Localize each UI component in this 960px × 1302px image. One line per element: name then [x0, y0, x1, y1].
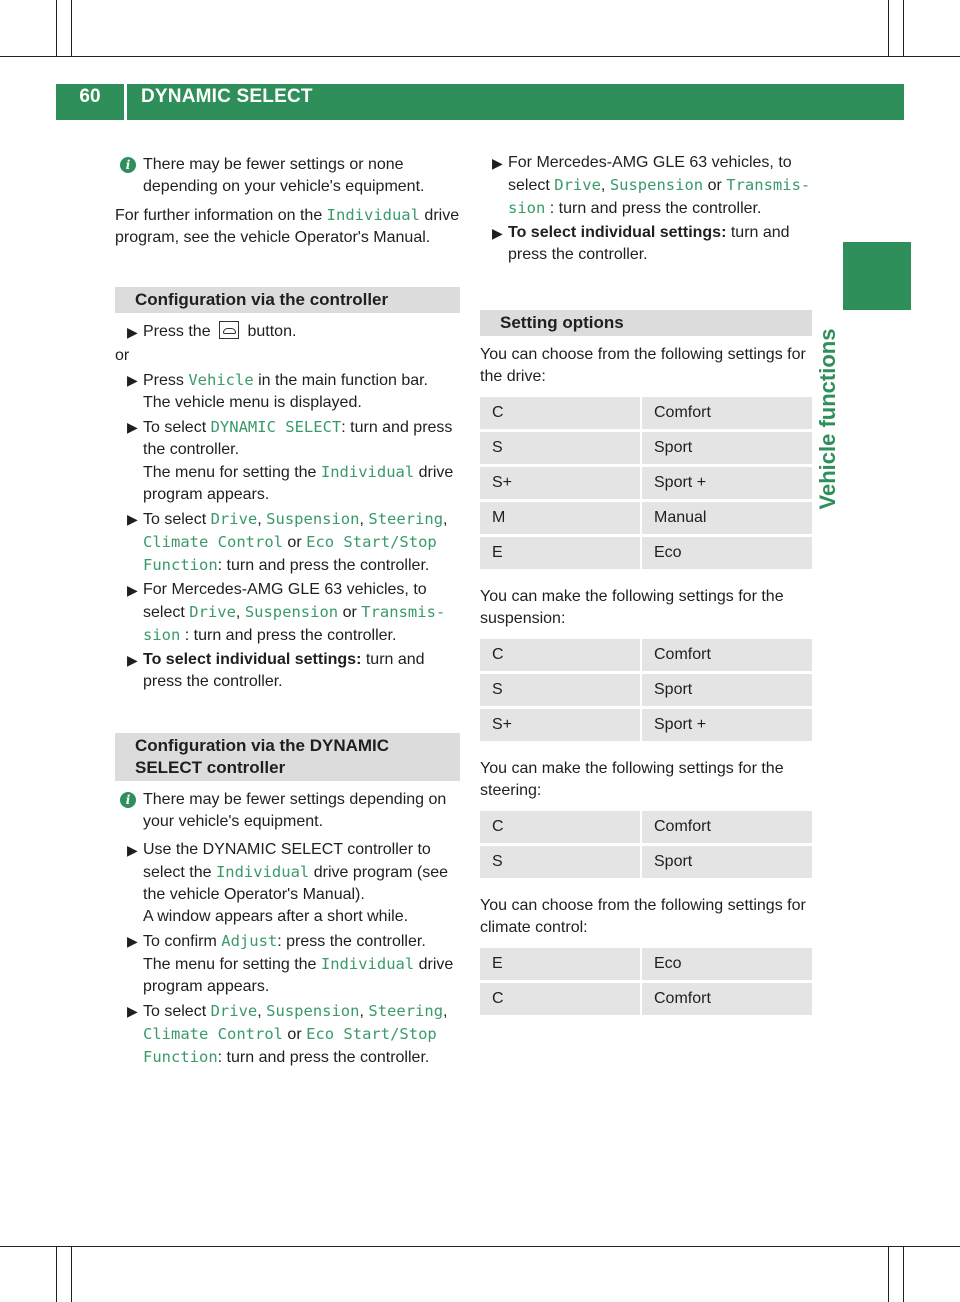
text: To confirm [143, 933, 222, 950]
code-term: sion [508, 199, 546, 217]
text: : turn and press the controller. [143, 419, 453, 458]
setting-code: C [480, 397, 640, 429]
setting-code: E [480, 948, 640, 980]
code-term: Suspension [266, 1002, 360, 1020]
code-term: Steering [368, 510, 444, 528]
code-term: Transmis- [726, 176, 811, 194]
setting-code: S+ [480, 467, 640, 499]
text: , [257, 511, 267, 528]
code-term: Suspension [609, 176, 704, 194]
table-row [480, 502, 812, 534]
text: in the main function bar. [253, 372, 428, 389]
code-term: Vehicle [188, 371, 254, 389]
text: : turn and press the controller. [217, 557, 430, 574]
setting-name: Sport [642, 432, 812, 464]
setting-name: Sport + [642, 467, 812, 499]
arrow-icon: ▶ [127, 842, 138, 858]
crop-mark [71, 0, 72, 56]
text: drive program appears. [143, 464, 454, 503]
section-heading: Configuration via the controller [115, 287, 460, 313]
table-row [480, 983, 812, 1015]
code-term: Eco Start/Stop [306, 1025, 437, 1043]
chapter-label: Vehicle functions [815, 328, 840, 510]
step-item [115, 1000, 460, 1069]
info-text: There may be fewer settings or none depending on your vehicle's equipment. [143, 156, 425, 195]
text: For Mercedes-AMG GLE 63 vehicles, to select [508, 154, 792, 194]
code-term: Drive [189, 603, 236, 621]
text: button. [243, 323, 297, 340]
text: , [443, 1003, 448, 1020]
or-text: or [115, 347, 130, 364]
setting-name: Sport [642, 846, 812, 878]
paragraph: You can choose from the following settings for climate control: [480, 897, 806, 936]
text: Press the [143, 323, 216, 340]
table-row [480, 948, 812, 980]
code-term: Individual [326, 206, 420, 224]
setting-name: Manual [642, 502, 812, 534]
drive-settings-table [480, 394, 812, 572]
paragraph: You can make the following settings for the suspension: [480, 588, 784, 627]
info-icon: i [120, 792, 136, 808]
step-item [115, 508, 460, 577]
text: The menu for setting the [143, 956, 321, 973]
step-item [115, 321, 460, 343]
paragraph [115, 204, 460, 249]
arrow-icon: ▶ [127, 1003, 138, 1019]
text: , [359, 511, 369, 528]
setting-name: Comfort [642, 811, 812, 843]
setting-code: S [480, 432, 640, 464]
setting-code: C [480, 983, 640, 1015]
steering-settings-table [480, 808, 812, 881]
code-term: Individual [215, 863, 310, 881]
vehicle-button-icon [219, 321, 239, 339]
code-term: Drive [210, 510, 258, 528]
suspension-settings-table [480, 636, 812, 744]
setting-code: E [480, 537, 640, 569]
section-heading: Setting options [480, 310, 812, 336]
header-divider [124, 84, 127, 120]
text: drive program (see the vehicle Operator's Manual). [143, 864, 448, 903]
text: or [338, 604, 362, 621]
text: Press [143, 372, 189, 389]
crop-mark [0, 56, 960, 57]
step-item [115, 416, 460, 506]
text: A window appears after a short while. [143, 908, 409, 925]
crop-mark [903, 1246, 904, 1302]
text: To select [143, 1003, 211, 1020]
setting-name: Eco [642, 948, 812, 980]
code-term: Climate Control [143, 533, 283, 551]
text: , [257, 1003, 267, 1020]
setting-name: Comfort [642, 639, 812, 671]
bold-text: To select individual settings: [143, 651, 362, 668]
table-row [480, 846, 812, 878]
code-term: Drive [554, 176, 601, 194]
crop-mark [71, 1246, 72, 1302]
info-note [115, 789, 460, 833]
text: drive program, see the vehicle Operator's Manual. [115, 207, 460, 246]
text: For further information on the [115, 207, 327, 224]
step-item [115, 579, 460, 647]
code-term: Drive [210, 1002, 258, 1020]
arrow-icon: ▶ [127, 419, 138, 435]
code-term: Function [143, 556, 218, 574]
table-row [480, 537, 812, 569]
step-item [115, 369, 460, 414]
arrow-icon: ▶ [492, 225, 503, 241]
code-term: Climate Control [143, 1025, 283, 1043]
text: , [235, 604, 245, 621]
crop-mark [56, 0, 57, 56]
setting-code: C [480, 639, 640, 671]
code-term: Individual [320, 463, 415, 481]
section-heading: Configuration via the DYNAMIC SELECT controller [115, 733, 460, 781]
setting-code: M [480, 502, 640, 534]
text: or [282, 534, 307, 551]
text: , [443, 511, 448, 528]
setting-name: Comfort [642, 397, 812, 429]
text: , [600, 177, 610, 194]
code-term: DYNAMIC SELECT [210, 418, 342, 436]
code-term: Individual [320, 955, 415, 973]
crop-mark [888, 0, 889, 56]
climate-settings-table [480, 945, 812, 1018]
table-row [480, 674, 812, 706]
left-column [115, 150, 460, 1069]
code-term: Transmis- [361, 603, 446, 621]
arrow-icon: ▶ [127, 324, 138, 340]
crop-mark [888, 1246, 889, 1302]
bold-text: To select individual settings: [508, 224, 727, 241]
text: : turn and press the controller. [217, 1049, 430, 1066]
code-term: sion [143, 626, 181, 644]
step-item [480, 222, 812, 266]
code-term: Suspension [266, 510, 360, 528]
paragraph: You can make the following settings for the steering: [480, 760, 784, 799]
code-term: Steering [368, 1002, 444, 1020]
step-item [480, 152, 812, 220]
text: Use the DYNAMIC SELECT controller to select the [143, 841, 431, 881]
table-row [480, 639, 812, 671]
arrow-icon: ▶ [127, 652, 138, 668]
page-number: 60 [79, 86, 101, 107]
setting-code: S+ [480, 709, 640, 741]
step-item [115, 839, 460, 928]
text: : press the controller. [277, 933, 426, 950]
setting-code: S [480, 674, 640, 706]
text: : turn and press the controller. [180, 627, 397, 644]
chapter-tab [843, 242, 911, 310]
right-column [480, 150, 812, 1018]
table-row [480, 811, 812, 843]
setting-name: Sport [642, 674, 812, 706]
arrow-icon: ▶ [127, 511, 138, 527]
crop-mark [56, 1246, 57, 1302]
arrow-icon: ▶ [127, 582, 138, 598]
text: The menu for setting the [143, 464, 321, 481]
step-item [115, 930, 460, 998]
text: To select [143, 419, 211, 436]
text: The vehicle menu is displayed. [143, 394, 362, 411]
arrow-icon: ▶ [492, 155, 503, 171]
info-note [115, 154, 460, 198]
code-term: Function [143, 1048, 218, 1066]
arrow-icon: ▶ [127, 372, 138, 388]
page-title: DYNAMIC SELECT [141, 86, 313, 107]
text: turn and press the controller. [143, 651, 425, 690]
setting-code: S [480, 846, 640, 878]
text: drive program appears. [143, 956, 454, 995]
table-row [480, 467, 812, 499]
table-row [480, 709, 812, 741]
code-term: Adjust [221, 932, 278, 950]
paragraph: You can choose from the following settings for the drive: [480, 346, 806, 385]
setting-code: C [480, 811, 640, 843]
crop-mark [0, 1246, 960, 1247]
setting-name: Eco [642, 537, 812, 569]
table-row [480, 397, 812, 429]
info-text: There may be fewer settings depending on your vehicle's equipment. [143, 791, 447, 830]
crop-mark [903, 0, 904, 56]
text: turn and press the controller. [508, 224, 790, 263]
setting-name: Sport + [642, 709, 812, 741]
info-icon: i [120, 157, 136, 173]
text: or [282, 1026, 307, 1043]
text: or [703, 177, 727, 194]
table-row [480, 432, 812, 464]
text: To select [143, 511, 211, 528]
text: : turn and press the controller. [545, 200, 762, 217]
setting-name: Comfort [642, 983, 812, 1015]
code-term: Suspension [244, 603, 339, 621]
arrow-icon: ▶ [127, 933, 138, 949]
text: For Mercedes-AMG GLE 63 vehicles, to select [143, 581, 427, 621]
code-term: Eco Start/Stop [306, 533, 437, 551]
step-item [115, 649, 460, 693]
text: , [359, 1003, 369, 1020]
